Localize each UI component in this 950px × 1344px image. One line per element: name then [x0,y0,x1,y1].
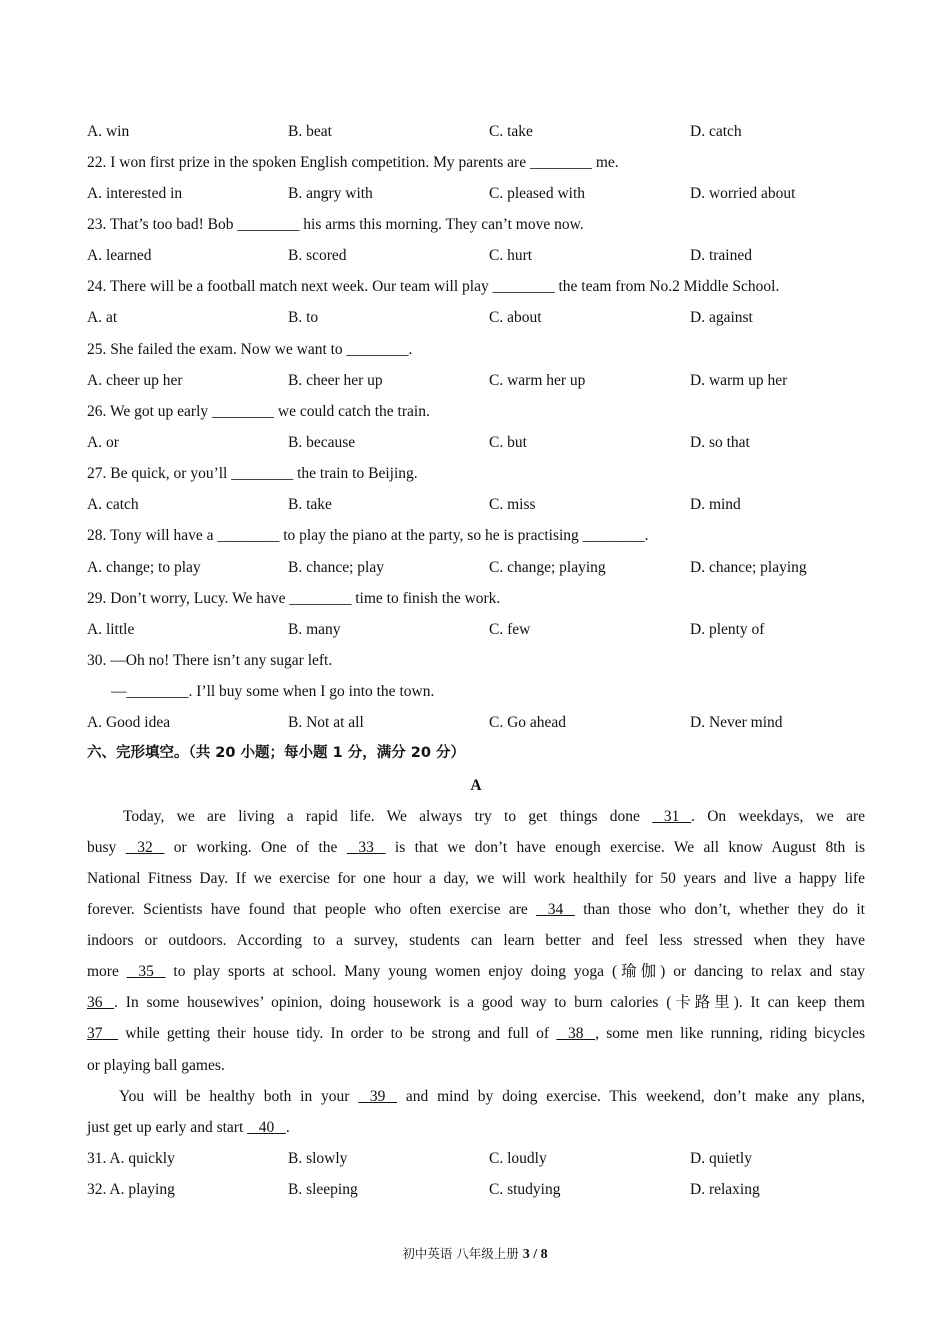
blank-37: 37 [87,1025,103,1042]
q22-stem: 22. I won first prize in the spoken English competition. My parents are ________ me. [87,154,619,171]
q29-options [87,614,865,645]
passage-line: forever. Scientists have found that people who often exercise are 34 than those who don’t, whether they do it [87,894,865,925]
option-c: C. but [489,434,527,451]
option-d: D. plenty of [690,621,765,638]
q26-options [87,427,865,458]
option-c: C. hurt [489,247,533,264]
option-c: C. warm her up [489,372,586,389]
option-b: B. beat [288,123,332,140]
option-a: 32. A. playing [87,1181,175,1198]
option-d: D. so that [690,434,750,451]
option-b: B. many [288,621,341,638]
option-b: B. to [288,309,319,326]
blank-34: 34 [547,901,564,918]
option-d: D. quietly [690,1150,752,1167]
blank-36: 36 [87,994,103,1011]
option-c: C. about [489,309,542,326]
option-a: A. catch [87,496,139,513]
option-a: A. learned [87,247,152,264]
passage-line: indoors or outdoors. According to a survey, students can learn better and feel less stressed when they have [87,932,865,949]
blank-38: 38 [567,1025,584,1042]
option-a: A. Good idea [87,714,171,731]
option-b: B. take [288,496,332,513]
q28-stem: 28. Tony will have a ________ to play the piano at the party, so he is practising ________. [87,527,649,544]
q30-response: —________. I’ll buy some when I go into the town. [111,683,435,700]
option-a: 31. A. quickly [87,1150,175,1167]
option-b: B. because [288,434,356,451]
q24-stem: 24. There will be a football match next week. Our team will play ________ the team from No.2 Middle School. [87,278,780,295]
option-c: C. miss [489,496,536,513]
option-d: D. mind [690,496,741,513]
option-a: A. win [87,123,130,140]
option-c: C. take [489,123,533,140]
option-d: D. chance; playing [690,559,807,576]
option-d: D. trained [690,247,752,264]
option-b: B. chance; play [288,559,384,576]
passage-line: 37 while getting their house tidy. In order to be strong and full of 38 , some men like running, riding bicycles [87,1018,865,1049]
option-d: D. relaxing [690,1181,760,1198]
passage-line: National Fitness Day. If we exercise for one hour a day, we will work healthily for 50 years and live a happy life [87,870,865,887]
option-b: B. cheer her up [288,372,383,389]
option-d: D. worried about [690,185,796,202]
q24-options [87,302,865,333]
option-d: D. Never mind [690,714,783,731]
option-b: B. scored [288,247,347,264]
blank-32: 32 [137,839,153,856]
q27-stem: 27. Be quick, or you’ll ________ the train to Beijing. [87,465,418,482]
page-footer [0,1244,950,1263]
option-b: B. angry with [288,185,373,202]
passage-line: You will be healthy both in your 39 and mind by doing exercise. This weekend, don’t make any plans, [87,1081,865,1112]
blank-33: 33 [358,839,374,856]
q23-stem: 23. That’s too bad! Bob ________ his arms this morning. They can’t move now. [87,216,584,233]
q27-options [87,489,865,520]
option-a: A. at [87,309,118,326]
option-d: D. warm up her [690,372,788,389]
q30-options [87,707,865,738]
option-c: C. loudly [489,1150,547,1167]
passage-line: just get up early and start 40 . [87,1112,865,1143]
passage-line: or playing ball games. [87,1057,225,1074]
blank-35: 35 [138,963,154,980]
option-b: B. sleeping [288,1181,358,1198]
option-a: A. little [87,621,135,638]
section-title: 六、完形填空。（共 20 小题；每小题 1 分，满分 20 分） [87,745,465,761]
passage-label: A [470,777,482,794]
option-c: C. few [489,621,531,638]
blank-40: 40 [258,1119,275,1136]
option-a: A. or [87,434,119,451]
page-number: 3 / 8 [522,1247,548,1262]
option-c: C. Go ahead [489,714,567,731]
option-a: A. change; to play [87,559,201,576]
option-c: C. studying [489,1181,561,1198]
option-b: B. slowly [288,1150,348,1167]
footer-title: 初中英语 八年级上册 [402,1246,519,1261]
option-c: C. pleased with [489,185,585,202]
passage-line: more 35 to play sports at school. Many young women enjoy doing yoga (瑜伽) or dancing to relax and stay [87,956,865,987]
q25-options [87,365,865,396]
blank-39: 39 [369,1088,386,1105]
blank-31: 31 [663,808,680,825]
q21-options [87,116,865,147]
q25-stem: 25. She failed the exam. Now we want to ________. [87,341,413,358]
passage-line: 36 . In some housewives’ opinion, doing housework is a good way to burn calories (卡路里). It can keep them [87,987,865,1018]
passage-line: busy 32 or working. One of the 33 is that we don’t have enough exercise. We all know August 8th is [87,832,865,863]
q29-stem: 29. Don’t worry, Lucy. We have ________ time to finish the work. [87,590,501,607]
q22-options [87,178,865,209]
q30-stem: 30. —Oh no! There isn’t any sugar left. [87,652,333,669]
option-a: A. cheer up her [87,372,183,389]
passage-line: Today, we are living a rapid life. We always try to get things done 31 . On weekdays, we are [87,801,865,832]
q23-options [87,240,865,271]
option-d: D. catch [690,123,742,140]
q32-options [87,1174,865,1205]
option-d: D. against [690,309,753,326]
q26-stem: 26. We got up early ________ we could catch the train. [87,403,430,420]
option-b: B. Not at all [288,714,364,731]
q31-options [87,1143,865,1174]
option-a: A. interested in [87,185,183,202]
option-c: C. change; playing [489,559,606,576]
q28-options [87,552,865,583]
